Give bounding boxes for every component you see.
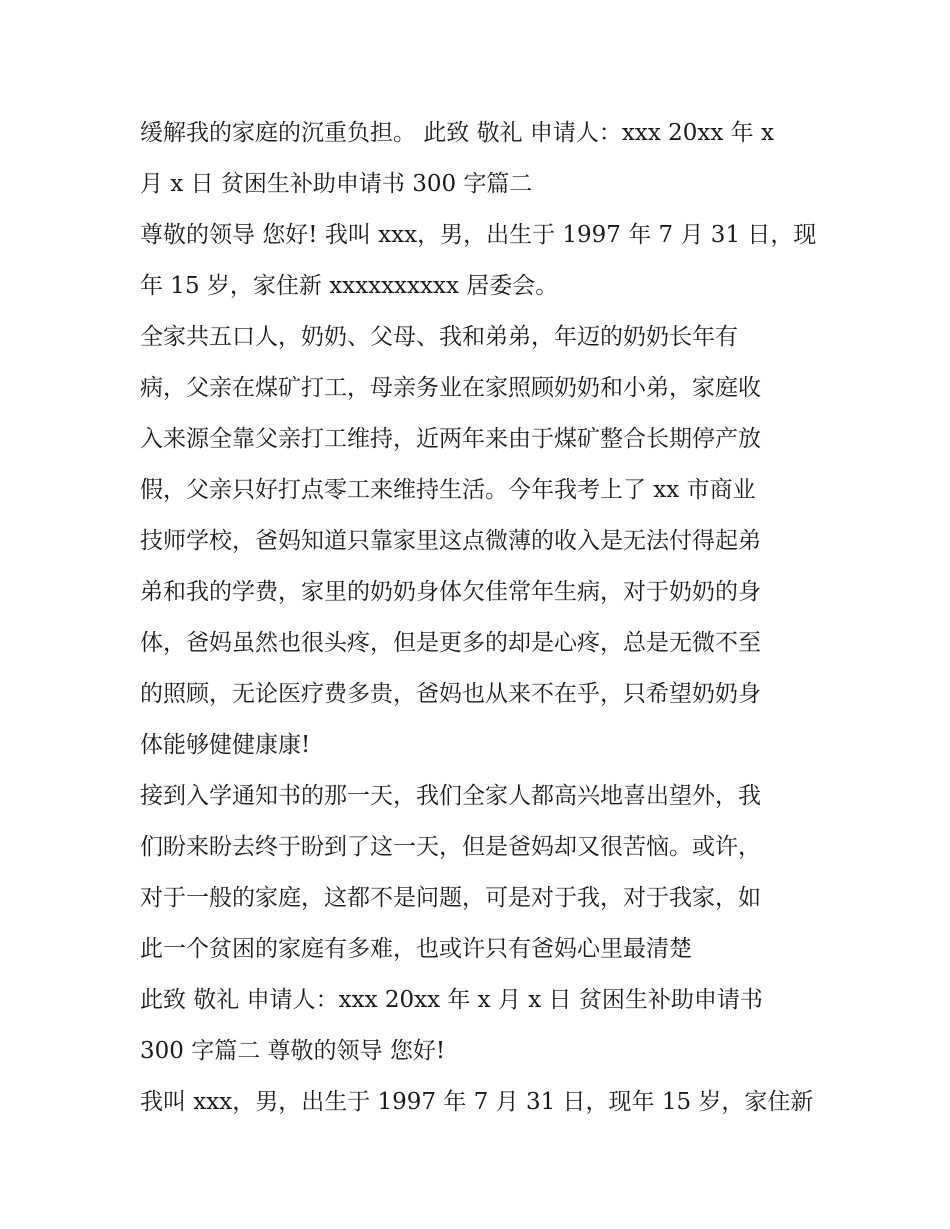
text-line: 弟和我的学费，家里的奶奶身体欠佳常年生病，对于奶奶的身: [140, 579, 761, 605]
text-line: 尊敬的领导 您好! 我叫 xxx，男，出生于 1997 年 7 月 31 日，现: [140, 222, 817, 248]
text-line: 此致 敬礼 申请人：xxx 20xx 年 x 月 x 日 贫困生补助申请书: [140, 987, 763, 1013]
text-line: 技师学校，爸妈知道只靠家里这点微薄的收入是无法付得起弟: [140, 528, 761, 554]
text-line: 此一个贫困的家庭有多难，也或许只有爸妈心里最清楚: [140, 936, 692, 962]
text-line: 年 15 岁，家住新 xxxxxxxxxx 居委会。: [140, 273, 559, 299]
text-line: 体，爸妈虽然也很头疼，但是更多的却是心疼，总是无微不至: [140, 630, 761, 656]
text-line: 入来源全靠父亲打工维持，近两年来由于煤矿整合长期停产放: [140, 426, 761, 452]
text-line: 对于一般的家庭，这都不是问题，可是对于我，对于我家，如: [140, 885, 761, 911]
text-line: 的照顾，无论医疗费多贵，爸妈也从来不在乎，只希望奶奶身: [140, 681, 761, 707]
text-line: 接到入学通知书的那一天，我们全家人都高兴地喜出望外，我: [140, 783, 761, 809]
text-line: 病，父亲在煤矿打工，母亲务业在家照顾奶奶和小弟，家庭收: [140, 375, 761, 401]
text-line: 假，父亲只好打点零工来维持生活。今年我考上了 xx 市商业: [140, 477, 756, 503]
text-line: 体能够健健康康!: [140, 732, 311, 758]
document-body: [140, 108, 820, 1128]
text-line: 全家共五口人，奶奶、父母、我和弟弟，年迈的奶奶长年有: [140, 324, 738, 350]
text-line: 我叫 xxx，男，出生于 1997 年 7 月 31 日，现年 15 岁，家住新: [140, 1089, 814, 1115]
text-line: 月 x 日 贫困生补助申请书 300 字篇二: [140, 171, 533, 197]
text-line: 300 字篇二 尊敬的领导 您好!: [140, 1038, 446, 1064]
text-line: 们盼来盼去终于盼到了这一天，但是爸妈却又很苦恼。或许，: [140, 834, 761, 860]
text-line: 缓解我的家庭的沉重负担。 此致 敬礼 申请人：xxx 20xx 年 x: [140, 120, 774, 146]
